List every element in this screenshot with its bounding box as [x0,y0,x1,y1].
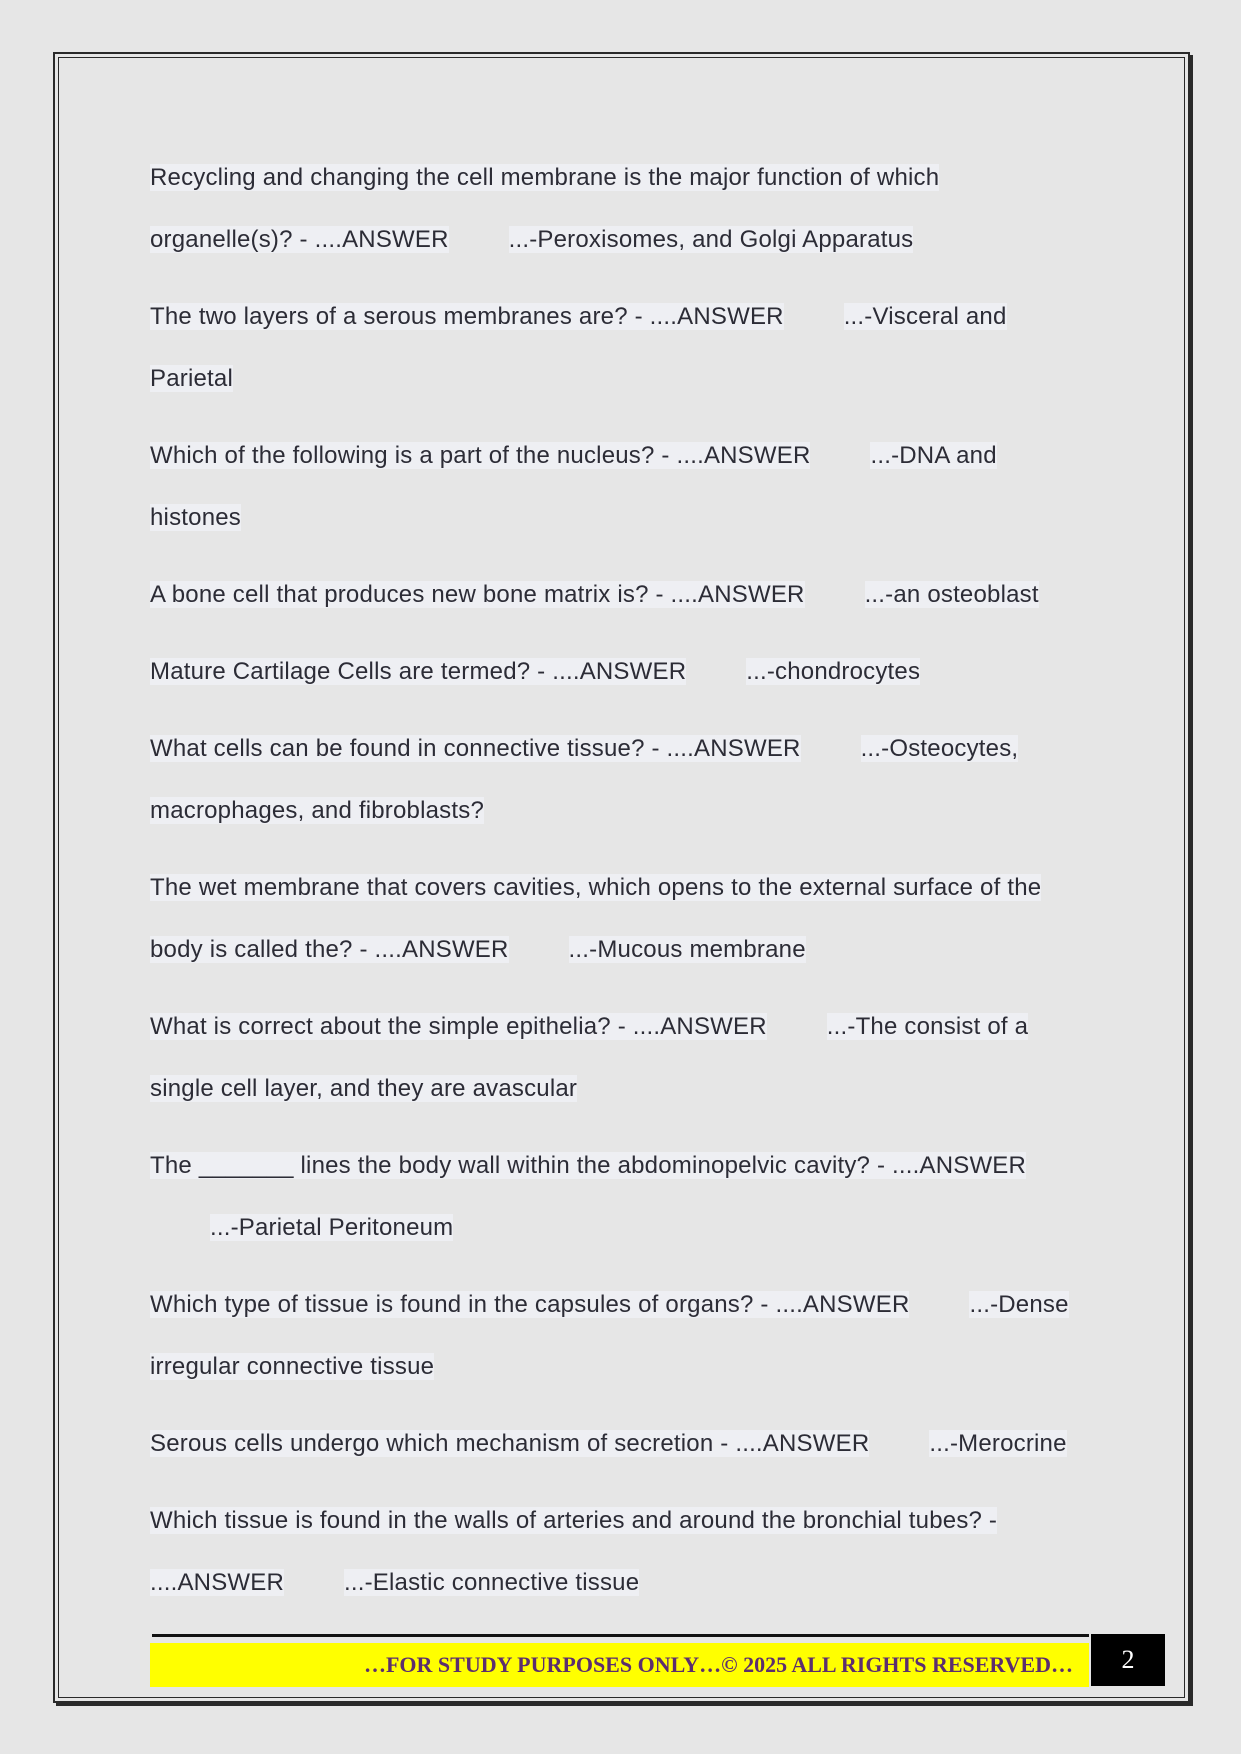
qa-item [150,1135,1070,1259]
qa-item [150,996,1070,1120]
qa-answer: ...-Elastic connective tissue [344,1569,640,1596]
page-number [1091,1634,1165,1686]
footer-banner [150,1643,1089,1687]
qa-answer: ...-an osteoblast [864,581,1039,608]
qa-item [150,425,1070,549]
qa-answer: ...-chondrocytes [746,658,921,685]
page-number-label: 2 [1121,1645,1135,1674]
qa-item [150,1413,1070,1475]
qa-item [150,147,1070,271]
qa-item [150,641,1070,703]
qa-answer: ...-Parietal Peritoneum [210,1214,454,1241]
qa-list [150,147,1070,1629]
qa-item [150,564,1070,626]
qa-answer: ...-Dense irregular connective tissue [150,1291,1069,1380]
qa-answer: ...-Mucous membrane [568,936,806,963]
qa-answer: ...-DNA and histones [150,442,997,531]
qa-question: The _______ lines the body wall within the abdominopelvic cavity? - ....ANSWER [150,1152,1027,1179]
qa-question: Which type of tissue is found in the capsules of organs? - ....ANSWER [150,1291,910,1318]
qa-item [150,718,1070,842]
qa-question: The wet membrane that covers cavities, which opens to the external surface of the body is called the? - ....ANSWER [150,874,1042,963]
qa-question: Mature Cartilage Cells are termed? - ....ANSWER [150,658,687,685]
qa-question: Which tissue is found in the walls of arteries and around the bronchial tubes? - ....ANSWER [150,1507,998,1596]
qa-item [150,857,1070,981]
qa-question: Which of the following is a part of the nucleus? - ....ANSWER [150,442,811,469]
footer-text: …FOR STUDY PURPOSES ONLY…© 2025 ALL RIGHTS RESERVED… [363,1652,1073,1677]
qa-question: What is correct about the simple epithelia? - ....ANSWER [150,1013,767,1040]
qa-question: The two layers of a serous membranes are? - ....ANSWER [150,303,784,330]
qa-answer: ...-Peroxisomes, and Golgi Apparatus [508,226,914,253]
qa-question: Recycling and changing the cell membrane is the major function of which organelle(s)? - ....ANSWER [150,164,940,253]
qa-item [150,286,1070,410]
qa-answer: ...-Merocrine [929,1430,1067,1457]
qa-question: A bone cell that produces new bone matrix is? - ....ANSWER [150,581,805,608]
qa-answer: ...-Visceral and Parietal [150,303,1007,392]
qa-answer: ...-The consist of a single cell layer, and they are avascular [150,1013,1029,1102]
qa-question: What cells can be found in connective tissue? - ....ANSWER [150,735,801,762]
qa-question: Serous cells undergo which mechanism of secretion - ....ANSWER [150,1430,870,1457]
qa-item [150,1274,1070,1398]
qa-answer: ...-Osteocytes, macrophages, and fibroblasts? [150,735,1019,824]
qa-item [150,1490,1070,1614]
footer-divider [152,1634,1089,1637]
